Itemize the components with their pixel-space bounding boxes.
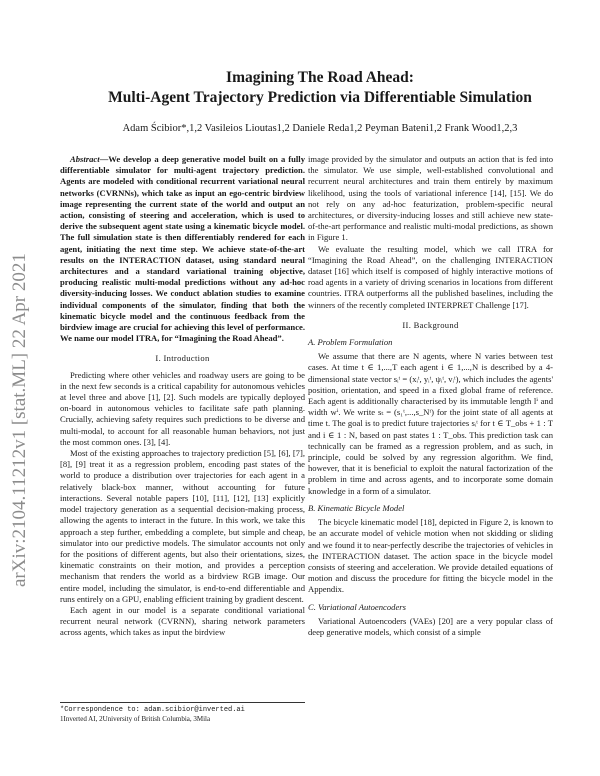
right-paragraph-1: image provided by the simulator and outputs an action that is fed into the simulator. We use simple, well-established convolutional and recurrent neural architectures and train them entirely by maximum likelihood, using the tools of variational inference [14], [15]. We do not rely on any ad-hoc featurization, problem-specific neural architectures, or diversity-inducing losses and still achieve new state-of-the-art performance and realistic multi-modal predictions, as shown in Figure 1. <box>308 154 553 243</box>
title-line-2: Multi-Agent Trajectory Prediction via Differentiable Simulation <box>108 89 532 106</box>
right-paragraph-3: We assume that there are N agents, where N varies between test cases. At time t ∈ 1,...,T each agent i ∈ 1,...,N is described by a 4-dimensional state vector sᵢᵗ = (xᵢᵗ, yᵢᵗ, ψᵢᵗ, vᵢᵗ), which includes the agents' position, orientation, and speed in a fixed global frame of reference. Each agent is additionally characterised by its immutable length lⁱ and width wⁱ. We write sₜ = (s₁ᵗ,...,s_Nᵗ) for the joint state of all agents at time t. The goal is to predict future trajectories sᵢᵗ for t ∈ T_obs + 1 : T and i ∈ 1 : N, based on past states 1 : T_obs. This prediction task can technically can be framed as a regression problem, and as such, in principle, could be solved by any regression algorithm. We find, however, that it is beneficial to exploit the natural factorization of the problem in time and across agents, and to incorporate some domain knowledge in a form of a simulator. <box>308 351 553 496</box>
author-list: Adam Ścibior*,1,2 Vasileios Lioutas1,2 Daniele Reda1,2 Peyman Bateni1,2 Frank Wood1,2,3 <box>122 123 518 134</box>
abstract <box>60 154 305 344</box>
abstract-label: Abstract <box>70 154 100 164</box>
paper-title <box>40 68 600 108</box>
right-column <box>308 154 553 638</box>
footnote-correspondence: *Correspondence to: adam.scibior@inverted.ai <box>60 706 245 714</box>
right-paragraph-2: We evaluate the resulting model, which we call ITRA for “Imagining the Road Ahead”, on the challenging INTERACTION dataset [16] which itself is composed of highly interactive motions of road agents in a variety of driving scenarios in locations from different countries. ITRA outperforms all the published baselines, including the winners of the recently completed INTERPRET Challenge [17]. <box>308 243 553 310</box>
footnotes <box>60 702 305 724</box>
subsection-kinematic-bicycle: B. Kinematic Bicycle Model <box>308 502 405 513</box>
section-background-heading: II. Background <box>402 319 459 330</box>
section-introduction-heading: I. Introduction <box>155 353 210 364</box>
right-paragraph-5: Variational Autoencoders (VAEs) [20] are a very popular class of deep generative models, which consist of a simple <box>308 615 553 637</box>
intro-paragraph-3: Each agent in our model is a separate conditional variational recurrent neural network (CVRNN), sharing network parameters across agents, which takes as input the birdview <box>60 604 305 638</box>
abstract-text: —We develop a deep generative model built on a fully differentiable simulator for multi-agent trajectory prediction. Agents are modeled with conditional recurrent variational neural networks (CVRNNs), which take as input an ego-centric birdview image representing the current state of the world and output an action, consisting of steering and acceleration, which is used to derive the subsequent agent state using a kinematic bicycle model. The full simulation state is then differentiably rendered for each agent, initiating the next time step. We achieve state-of-the-art results on the INTERACTION dataset, using standard neural architectures and a standard variational training objective, producing realistic multi-modal predictions without any ad-hoc diversity-inducing losses. We conduct ablation studies to examine individual components of the simulator, finding that both the kinematic bicycle model and the continuous feedback from the birdview image are crucial for achieving this level of performance. We name our model ITRA, for “Imagining the Road Ahead”. <box>60 154 305 344</box>
intro-paragraph-2: Most of the existing approaches to trajectory prediction [5], [6], [7], [8], [9] treat it as a regression problem, encoding past states of the world to produce a distribution over trajectories for each agent in a relatively black-box manner, without accounting for future interactions. Several notable papers [10], [11], [12], [13] explicitly model trajectory generation as a sequential decision-making process, allowing the agents to interact in the future. In this work, we take this approach a step further, embedding a complete, but simple and cheap, simulator into our predictive models. The simulator accounts not only for the positions of different agents, but also their orientations, sizes, kinematic constraints on their motion, and provides a perception mechanism that renders the world as a birdview RGB image. Our entire model, including the simulator, is end-to-end differentiable and runs entirely on a GPU, enabling efficient training by gradient descent. <box>60 448 305 604</box>
intro-paragraph-1: Predicting where other vehicles and roadway users are going to be in the next few seconds is a critical capability for autonomous vehicles at level three and above [1], [2]. Such models are typically deployed on-board in autonomous vehicles to facilitate safe path planning. Crucially, achieving safety requires such predictions to be diverse and multi-modal, to account for all reasonable human behaviors, not just the most common ones. [3], [4]. <box>60 369 305 447</box>
footnote-affiliations: 1Inverted AI, 2University of British Columbia, 3Mila <box>60 715 211 723</box>
subsection-vae: C. Variational Autoencoders <box>308 601 406 612</box>
left-column <box>60 154 305 639</box>
subsection-problem-formulation: A. Problem Formulation <box>308 337 393 348</box>
arxiv-identifier: arXiv:2104.11212v1 [stat.ML] 22 Apr 2021 <box>9 253 30 587</box>
title-line-1: Imagining The Road Ahead: <box>226 69 414 86</box>
right-paragraph-4: The bicycle kinematic model [18], depicted in Figure 2, is known to be an accurate model of vehicle motion when not skidding or sliding and we found it to near-perfectly describe the trajectories of vehicles in the INTERACTION dataset. The action space in the bicycle model consists of steering and acceleration. We provide detailed equations of motion and discuss the procedure for fitting the bicycle model in the Appendix. <box>308 517 553 595</box>
